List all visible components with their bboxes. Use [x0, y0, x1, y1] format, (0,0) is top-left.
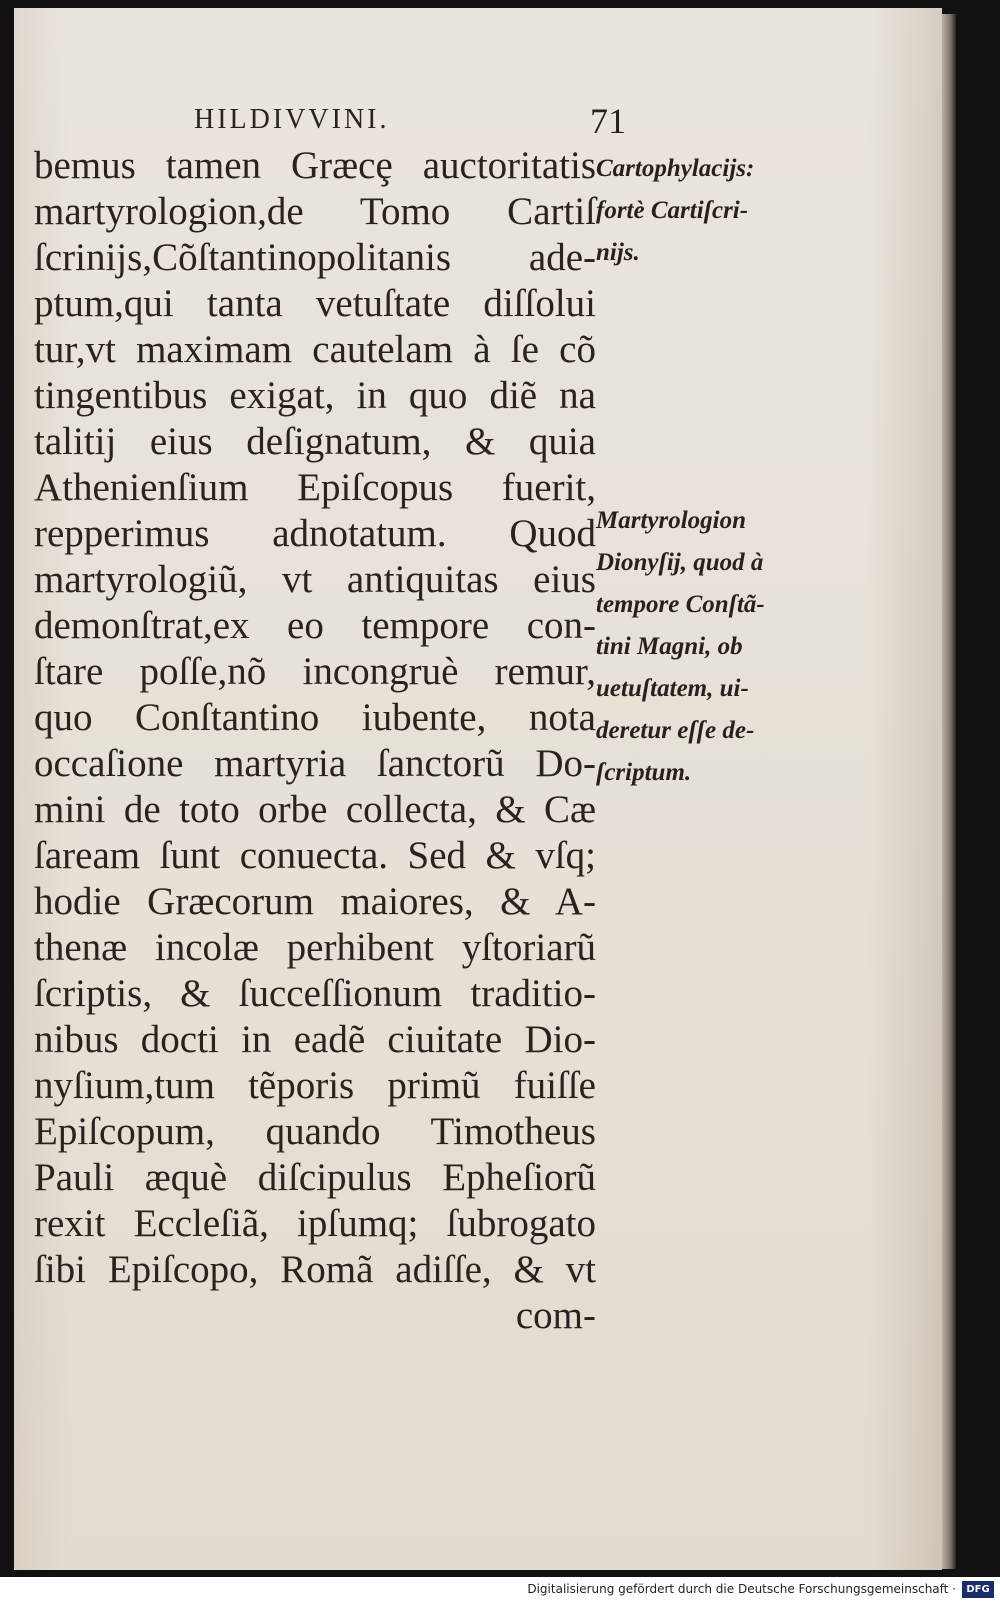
- digitization-footer: [0, 1577, 1000, 1603]
- margin-note-line: fortè Cartiſcri-: [596, 197, 749, 224]
- text-line: ſaream ſunt conuecta. Sed & vſq;: [34, 834, 596, 877]
- text-line: martyrologion,de Tomo Cartiſ: [34, 190, 596, 233]
- text-line: hodie Græcorum maiores, & A-: [34, 880, 596, 923]
- text-line: Pauli æquè diſcipulus Epheſiorũ: [34, 1156, 596, 1199]
- text-line: ſcrinijs,Cõſtantinopolitanis ade-: [34, 236, 596, 279]
- text-line: martyrologiũ, vt antiquitas eius: [34, 558, 596, 601]
- text-line: demonſtrat,ex eo tempore con-: [34, 604, 596, 647]
- text-line: mini de toto orbe collecta, & Cæ: [34, 788, 596, 831]
- margin-note-line: Martyrologion: [596, 507, 747, 534]
- text-line: tingentibus exigat, in quo diẽ na: [34, 374, 596, 417]
- text-line: repperimus adnotatum. Quod: [34, 512, 596, 555]
- page-number: 71: [590, 101, 626, 141]
- text-line: Athenienſium Epiſcopus fuerit,: [34, 466, 596, 509]
- text-line: ſtare poſſe,nõ incongruè remur,: [34, 650, 596, 693]
- catchword: com-: [515, 1294, 596, 1337]
- margin-note-line: Dionyſij, quod à: [596, 549, 764, 576]
- text-line: occaſione martyria ſanctorũ Do-: [34, 742, 596, 785]
- text-line: ſibi Epiſcopo, Romã adiſſe, & vt: [34, 1248, 596, 1291]
- text-line: ſcriptis, & ſucceſſionum traditio-: [34, 972, 596, 1015]
- text-line: rexit Eccleſiã, ipſumq; ſubrogato: [34, 1202, 596, 1245]
- text-line: bemus tamen Græcȩ auctoritatis: [34, 144, 596, 187]
- margin-note-line: deretur eſſe de-: [596, 717, 755, 744]
- margin-note-line: ſcriptum.: [596, 759, 692, 786]
- text-line: nibus docti in eadẽ ciuitate Dio-: [34, 1018, 596, 1061]
- page-edge: [942, 14, 956, 1569]
- margin-note-line: tempore Conſtã-: [596, 591, 765, 618]
- dfg-logo: DFG: [962, 1581, 994, 1598]
- margin-note-line: tini Magni, ob: [596, 633, 743, 660]
- margin-note-line: nijs.: [596, 239, 640, 266]
- text-line: tur,vt maximam cautelam à ſe cõ: [34, 328, 596, 371]
- footer-credit: Digitalisierung gefördert durch die Deutsche Forschungsgemeinschaft ·: [527, 1582, 956, 1596]
- text-line: nyſium,tum tẽporis primũ fuiſſe: [34, 1064, 596, 1107]
- text-line: ptum,qui tanta vetuſtate diſſolui: [34, 282, 596, 325]
- margin-note-line: uetuſtatem, ui-: [596, 675, 749, 702]
- margin-note-line: Cartophylacijs:: [596, 155, 755, 182]
- text-line: quo Conſtantino iubente, nota: [34, 696, 596, 739]
- text-line: thenæ incolæ perhibent yſtoriarũ: [34, 926, 596, 969]
- text-line: Epiſcopum, quando Timotheus: [34, 1110, 596, 1153]
- running-head: HILDIVVINI.: [194, 104, 390, 135]
- text-line: talitij eius deſignatum, & quia: [34, 420, 596, 463]
